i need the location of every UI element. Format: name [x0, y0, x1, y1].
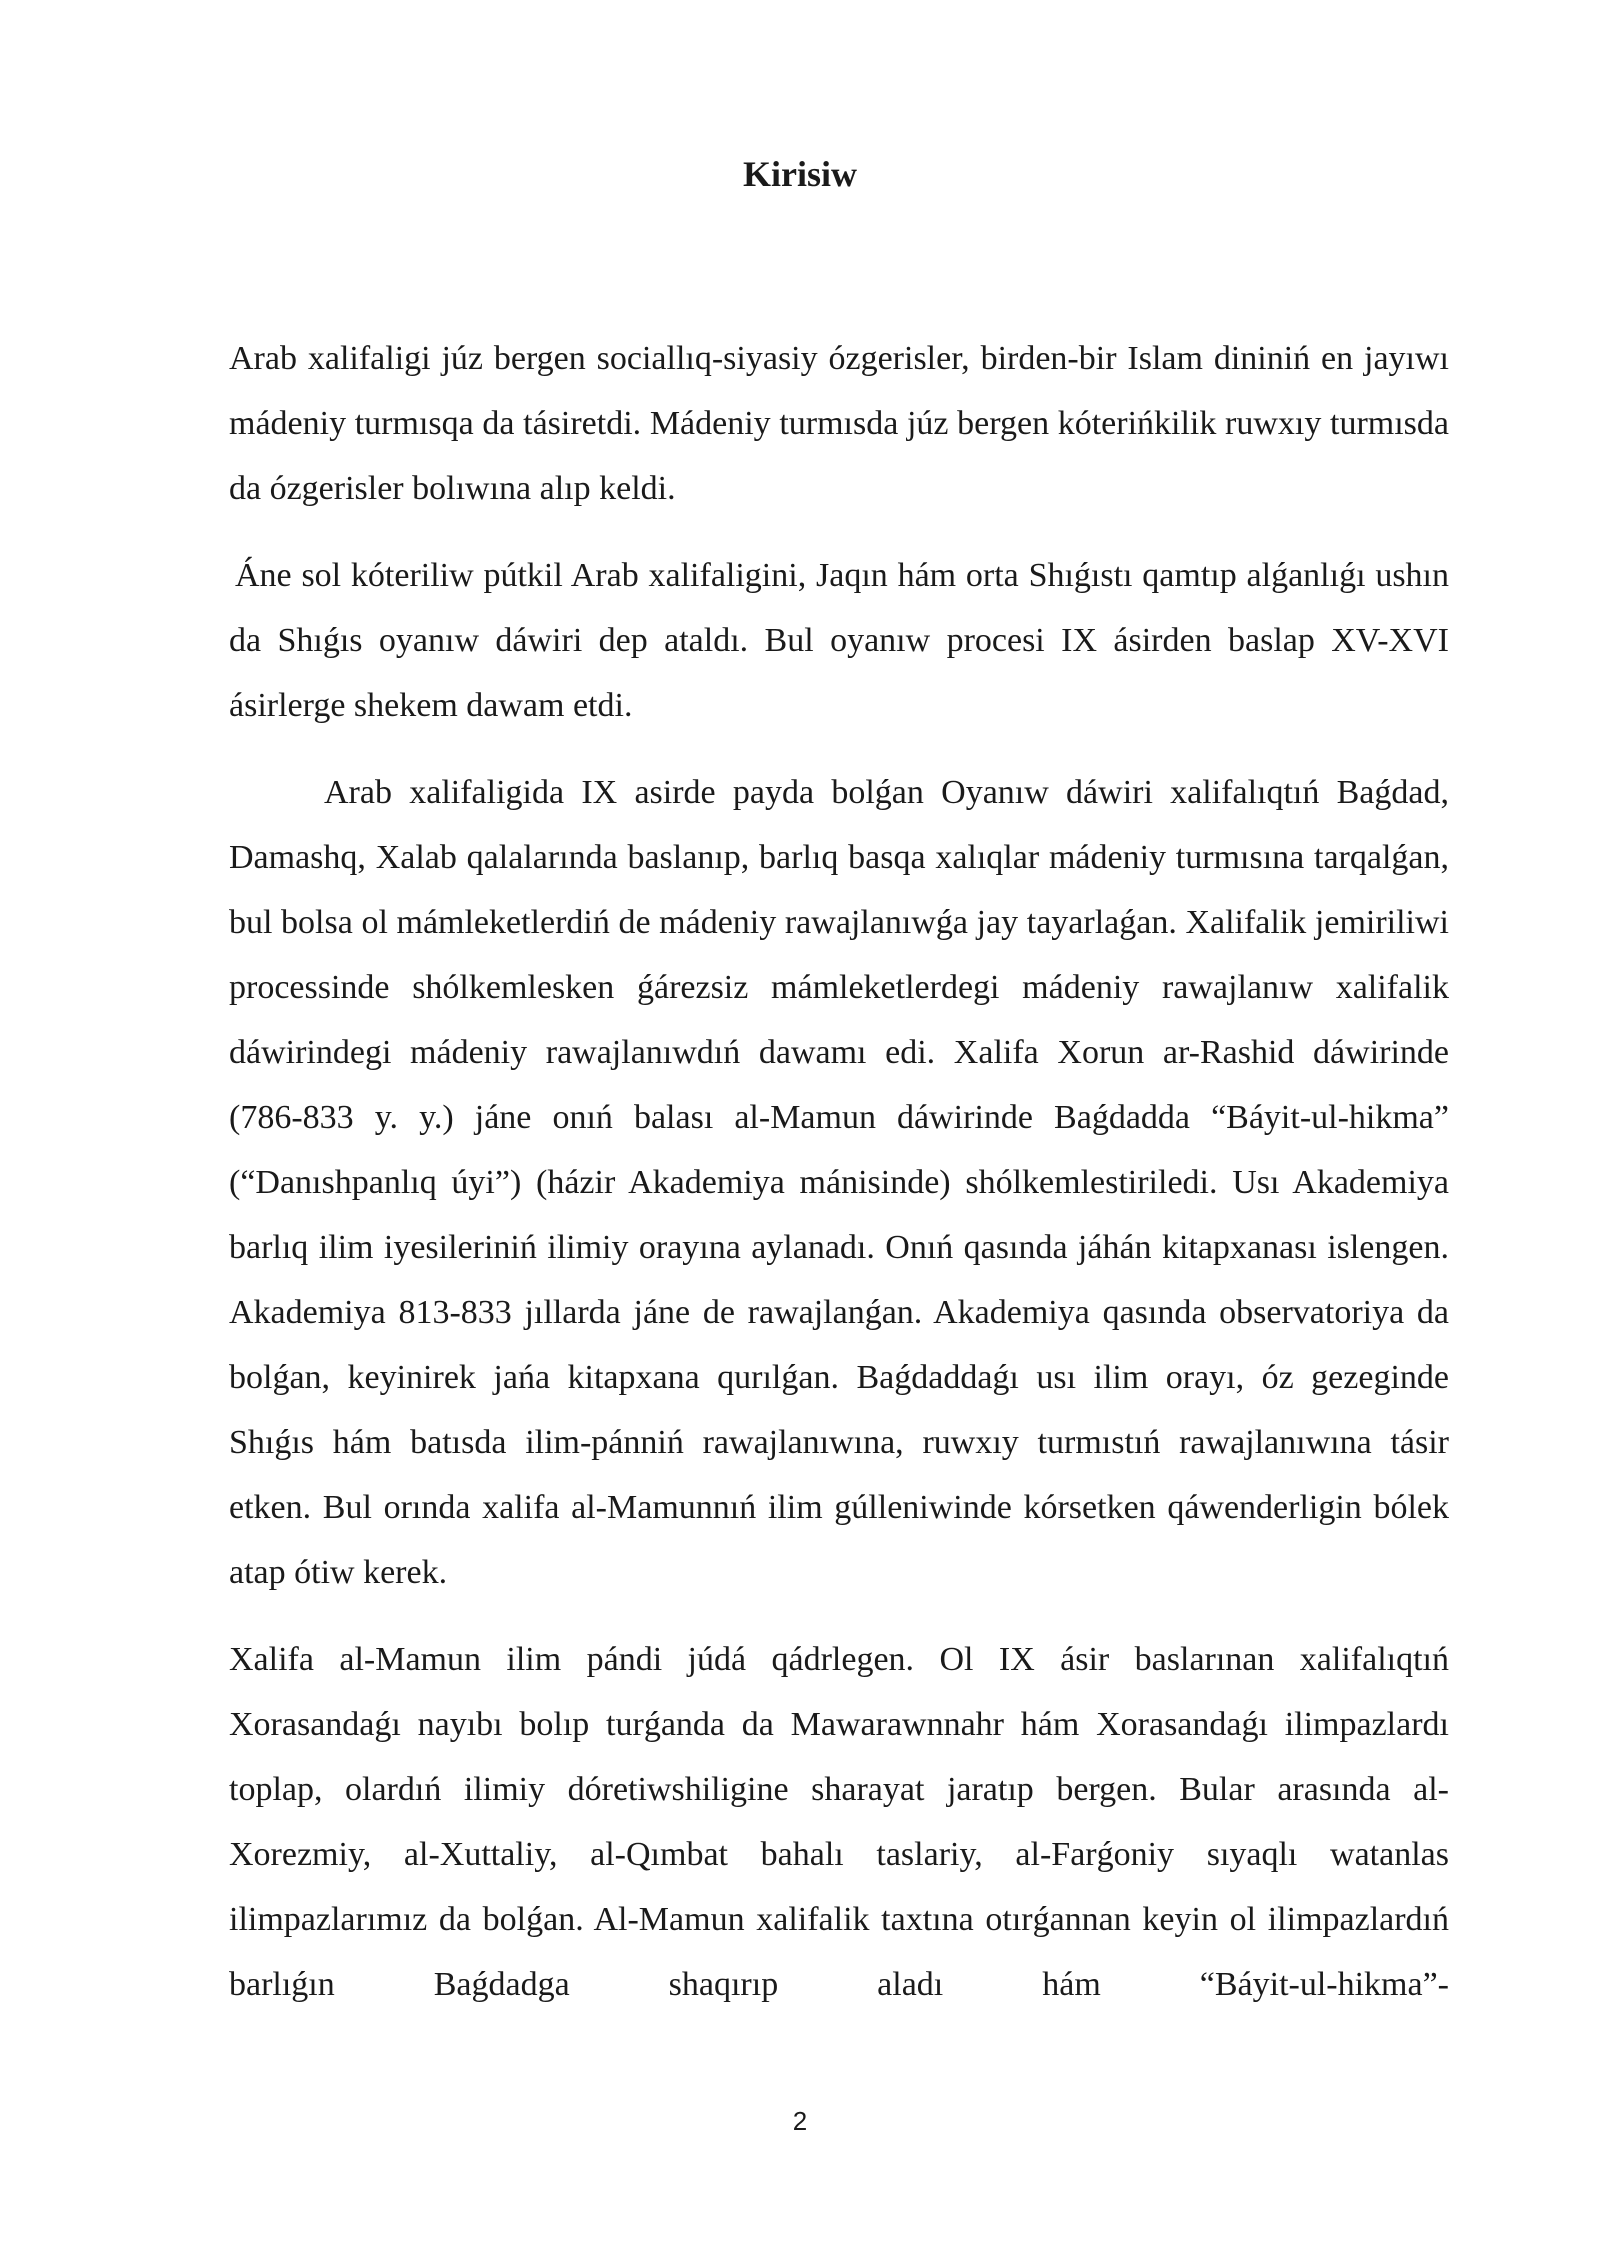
paragraph-3: Arab xalifaligida IX asirde payda bolǵan Oyanıw dáwiri xalifalıqtıń Baǵdad, Damashq, Xalab qalalarında baslanıp, barlıq basqa xalıqlar mádeniy turmısına tarqalǵan, bul bolsa ol mámleketlerdiń de mádeniy rawajlanıwǵa jay tayarlaǵan. Xalifalik jemiriliwi processinde shólkemlesken ǵárezsiz mámleketlerdegi mádeniy rawajlanıw xalifalik dáwirindegi mádeniy rawajlanıwdıń dawamı edi. Xalifa Xorun ar-Rashid dáwirinde (786-833 y. y.) jáne onıń balası al-Mamun dáwirinde Baǵdadda “Báyit-ul-hikma” (“Danıshpanlıq úyi”) (házir Akademiya mánisinde) shólkemlestiriledi. Usı Akademiya barlıq ilim iyesileriniń ilimiy orayına aylanadı. Onıń qasında jáhán kitapxanası islengen. Akademiya 813-833 jıllarda jáne de rawajlanǵan. Akademiya qasında observatoriya da bolǵan, keyinirek jańa kitapxana qurılǵan. Baǵdaddaǵı usı ilim orayı, óz gezeginde Shıǵıs hám batısda ilim-pánniń rawajlanıwına, ruwxıy turmıstıń rawajlanıwına tásir etken. Bul orında xalifa al-Mamunnıń ilim gúlleniwinde kórsetken qáwenderligin bólek atap ótiw kerek.	[229, 774, 1449, 1591]
body-text	[229, 326, 1449, 2017]
paragraph-2: Áne sol kóteriliw pútkil Arab xalifaligini, Jaqın hám orta Shıǵıstı qamtıp alǵanlıǵı ushın da Shıǵıs oyanıw dáwiri dep ataldı. Bul oyanıw procesi IX ásirden baslap XV-XVI ásirlerge shekem dawam etdi.	[229, 557, 1449, 724]
paragraph-1: Arab xalifaligi júz bergen sociallıq-siyasiy ózgerisler, birden-bir Islam dininiń en jayıwı mádeniy turmısqa da tásiretdi. Mádeniy turmısda júz bergen kóterińkilik ruwxıy turmısda da ózgerisler bolıwına alıp keldi.	[229, 340, 1449, 507]
paragraph-4: Xalifa al-Mamun ilim pándi júdá qádrlegen. Ol IX ásir baslarınan xalifalıqtıń Xorasandaǵı nayıbı bolıp turǵanda da Mawarawnnahr hám Xorasandaǵı ilimpazlardı toplap, olardıń ilimiy dóretiwshiligine sharayat jaratıp bergen. Bular arasında al-Xorezmiy, al-Xuttaliy, al-Qımbat bahalı taslariy, al-Farǵoniy sıyaqlı watanlas ilimpazlarımız da bolǵan. Al-Mamun xalifalik taxtına otırǵannan keyin ol ilimpazlardıń barlıǵın Baǵdadga shaqırıp aladı hám “Báyit-ul-hikma”-	[229, 1641, 1449, 2003]
page-number: 2	[792, 2106, 808, 2136]
page-title: Kirisiw	[743, 154, 857, 194]
